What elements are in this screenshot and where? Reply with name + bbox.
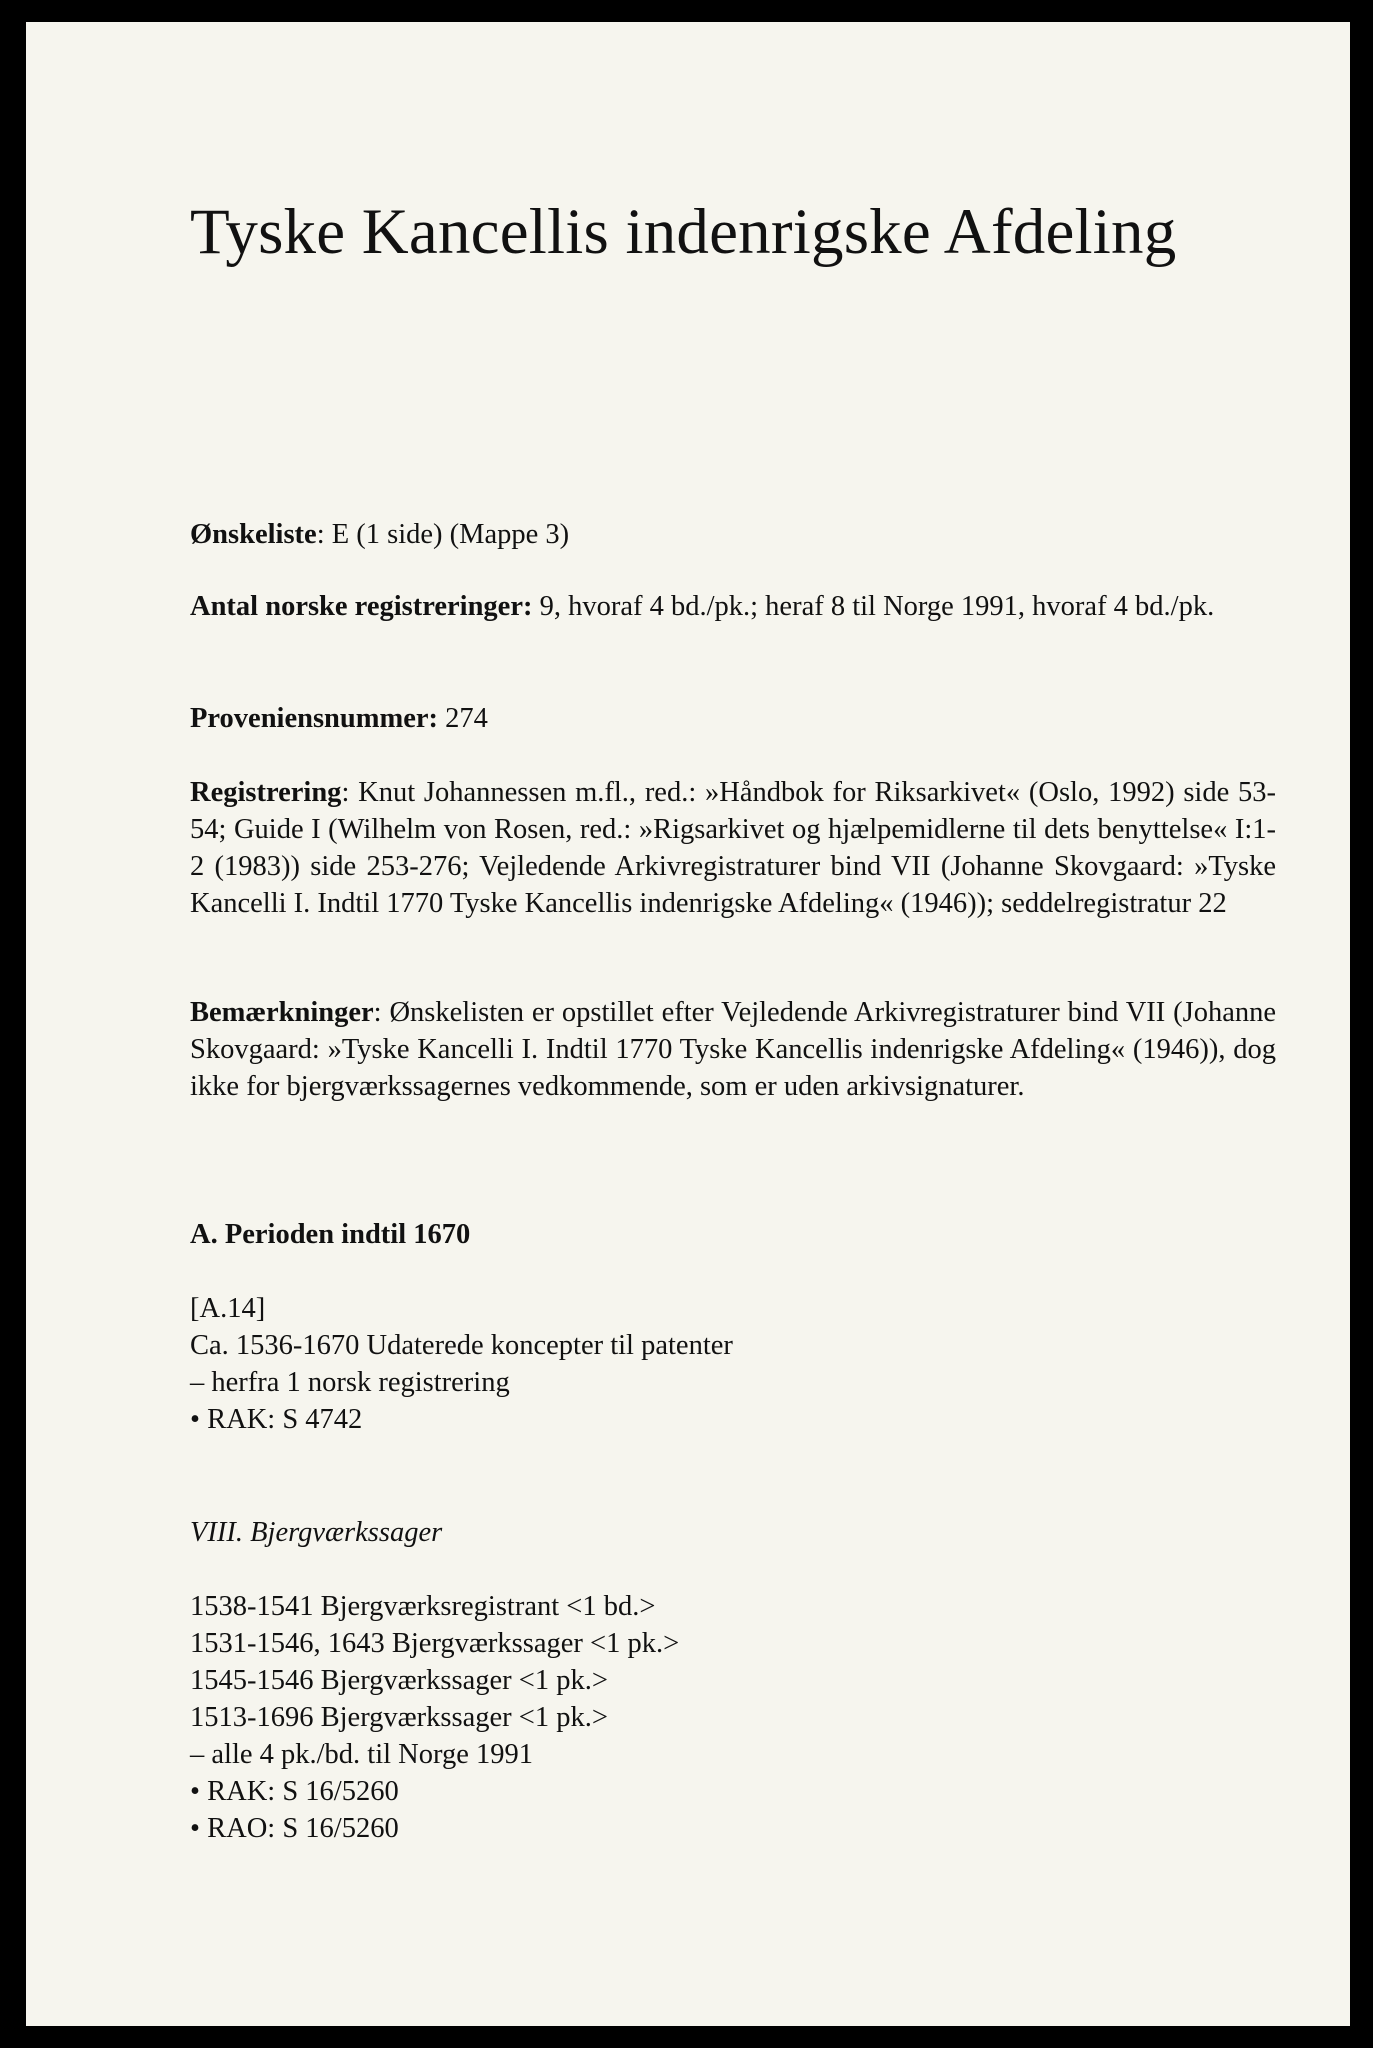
list-item: – alle 4 pk./bd. til Norge 1991 <box>190 1739 534 1770</box>
registrering-separator: : <box>341 777 359 808</box>
list-item: • RAK: S 16/5260 <box>190 1776 399 1807</box>
list-item: 1545-1546 Bjergværkssager <1 pk.> <box>190 1665 608 1696</box>
section-a-entry <box>190 1290 1276 1438</box>
list-item: 1538-1541 Bjergværksregistrant <1 bd.> <box>190 1591 656 1622</box>
entry-title: Ca. 1536-1670 Udaterede koncepter til patenter <box>190 1330 733 1361</box>
proveniens-value: 274 <box>438 703 488 734</box>
section-a-heading: A. Perioden indtil 1670 <box>190 1219 471 1250</box>
bemaerkninger-separator: : <box>373 997 390 1028</box>
page-title: Tyske Kancellis indenrigske Afdeling <box>190 196 1177 268</box>
proveniens-field <box>190 700 1276 737</box>
section-viii-entries <box>190 1588 1276 1847</box>
list-item: 1513-1696 Bjergværkssager <1 pk.> <box>190 1702 608 1733</box>
entry-note: – herfra 1 norsk registrering <box>190 1367 510 1398</box>
registrering-field <box>190 774 1276 922</box>
onskeliste-value: E (1 side) (Mappe 3) <box>331 519 570 550</box>
registrering-label: Registrering <box>190 777 342 808</box>
antal-value: 9, hvoraf 4 bd./pk.; heraf 8 til Norge 1991, hvoraf 4 bd./pk. <box>532 591 1215 622</box>
entry-signature: [A.14] <box>190 1293 266 1324</box>
list-item: 1531-1546, 1643 Bjergværkssager <1 pk.> <box>190 1628 680 1659</box>
bemaerkninger-label: Bemærkninger <box>190 997 374 1028</box>
entry-location: • RAK: S 4742 <box>190 1404 363 1435</box>
onskeliste-separator: : <box>316 519 332 550</box>
antal-field <box>190 588 1276 625</box>
antal-label: Antal norske registreringer: <box>190 591 533 622</box>
bemaerkninger-field <box>190 994 1276 1105</box>
registrering-value: Knut Johannessen m.fl., red.: »Håndbok for Riksarkivet« (Oslo, 1992) side 53-54; Guide I (Wilhelm von Rosen, red.: »Rigsarkivet og hjælpemidlerne til dets benyttelse« I:1-2 (1983)) side 253-276; Vejledende Arkivregistraturer bind VII (Johanne Skovgaard: »Tyske Kancelli I. Indtil 1770 Tyske Kancellis indenrigske Afdeling« (1946)); seddelregistratur 22 <box>190 777 1276 919</box>
list-item: • RAO: S 16/5260 <box>190 1813 399 1844</box>
document-page <box>26 22 1350 2026</box>
section-viii-heading: VIII. Bjergværkssager <box>190 1517 443 1548</box>
bemaerkninger-value: Ønskelisten er opstillet efter Vejledende Arkivregistraturer bind VII (Johanne Skovgaard: »Tyske Kancelli I. Indtil 1770 Tyske Kancellis indenrigske Afdeling« (1946)), dog ikke for bjergværkssagernes vedkommende, som er uden arkivsignaturer. <box>190 997 1277 1102</box>
onskeliste-label: Ønskeliste <box>190 519 317 550</box>
onskeliste-field <box>190 516 1276 553</box>
proveniens-label: Proveniensnummer: <box>190 703 439 734</box>
